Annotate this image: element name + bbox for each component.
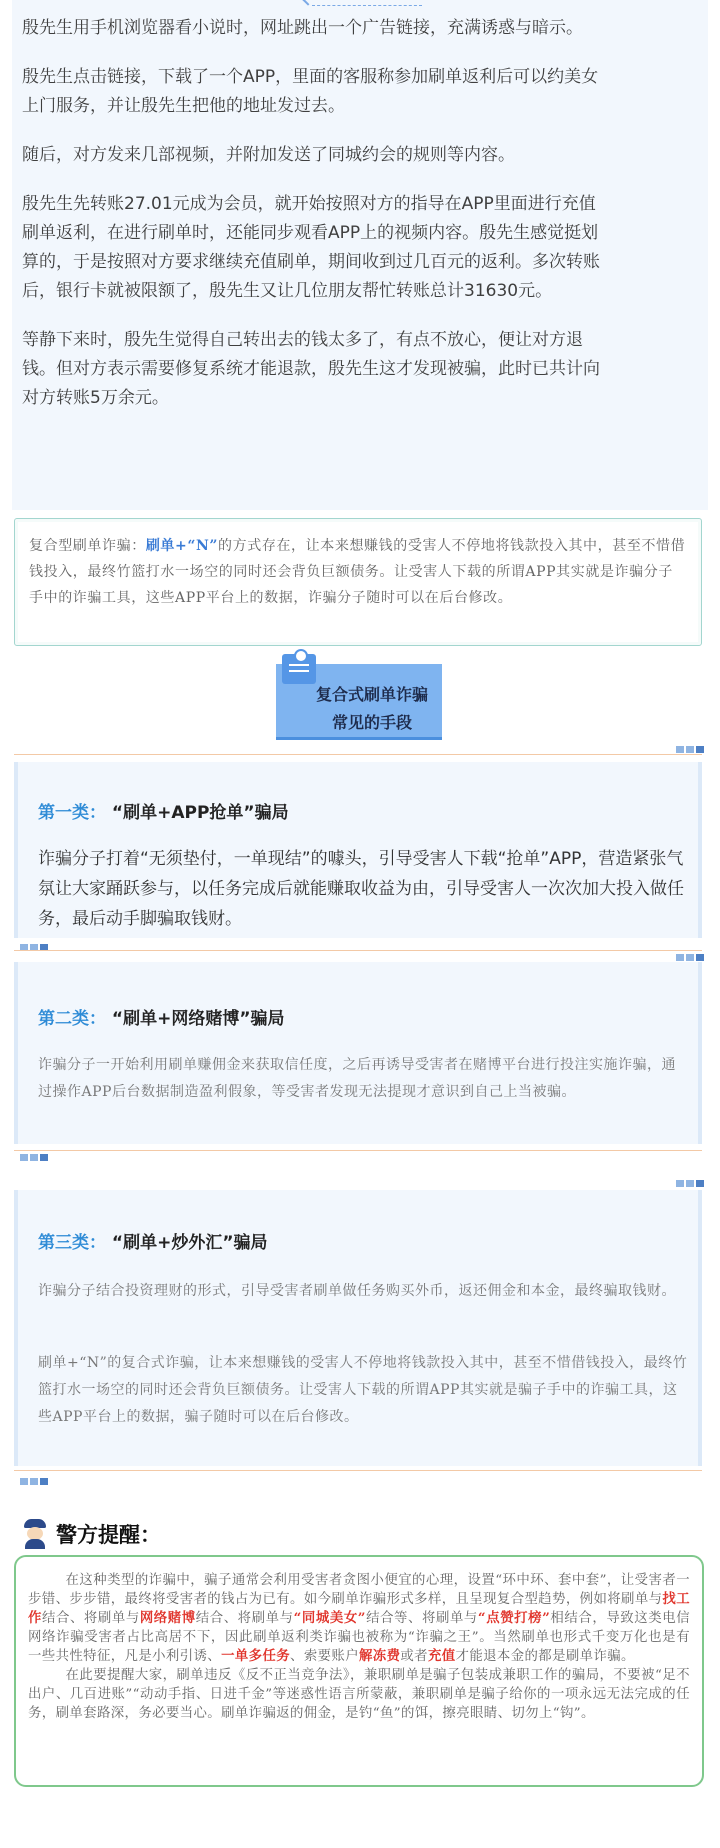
notice-highlight: “同城美女” <box>293 1610 366 1626</box>
notice-highlight: 网络赌博 <box>139 1610 196 1626</box>
badge-line-2: 常见的手段 <box>332 713 413 732</box>
type-title <box>38 798 289 823</box>
type-lead: 第三类： <box>38 1233 106 1253</box>
police-notice-box <box>14 1555 704 1787</box>
top-decoration <box>312 0 422 6</box>
notice-text: 或者 <box>400 1649 428 1664</box>
summary-box <box>14 518 702 646</box>
notice-highlight: 找工作 <box>28 1591 690 1626</box>
squares-decoration <box>20 1154 48 1161</box>
story-paragraph: 殷先生点击链接，下载了一个APP，里面的客服称参加刷单返利后可以约美女上门服务，并让殷先生把他的地址发过去。 <box>22 67 599 116</box>
notice-highlight: “点赞打榜” <box>477 1610 551 1626</box>
notice-text: 、索要账户 <box>290 1649 359 1664</box>
type-body: 诈骗分子打着“无须垫付，一单现结”的噱头，引导受害人下载“抢单”APP，营造紧张气氛让大家踊跃参与，以任务完成后就能赚取收益为由，引导受害人一次次加大投入做任务，最后动手脚骗取钱财。 <box>38 849 684 929</box>
divider <box>14 1150 702 1151</box>
type-card-2 <box>14 962 702 1144</box>
notice-highlight: 解冻费 <box>358 1648 401 1664</box>
divider <box>14 754 702 755</box>
type-name: “刷单+炒外汇”骗局 <box>111 1233 268 1253</box>
type-body-2: 刷单+“N”的复合式诈骗，让本来想赚钱的受害人不停地将钱款投入其中，甚至不惜借钱投入，最终竹篮打水一场空的同时还会背负巨额债务。让受害人下载的所谓APP其实就是骗子手中的诈骗工具，这些APP平台上的数据，骗子随时可以在后台修改。 <box>38 1355 688 1425</box>
notice-paragraph-1 <box>28 1571 690 1666</box>
squares-decoration <box>20 1478 48 1485</box>
summary-prefix: 复合型刷单诈骗： <box>29 538 146 554</box>
notice-text: 相结合，导致这类电信网络诈骗受害者占比高居不下，因此刷单返利类诈骗也被称为“诈骗之王”。当然刷单也形式千变万化也是有一些共性特征，凡是小利引诱、 <box>28 1611 691 1664</box>
notice-text: 结合、将刷单与 <box>195 1611 294 1626</box>
clipboard-icon <box>282 654 316 684</box>
squares-decoration <box>676 1180 704 1187</box>
story-section <box>12 0 708 510</box>
notice-highlight: 一单多任务 <box>221 1648 291 1664</box>
type-name: “刷单+APP抢单”骗局 <box>111 803 289 823</box>
type-body: 诈骗分子一开始利用刷单赚佣金来获取信任度，之后再诱导受害者在赌博平台进行投注实施诈骗，通过操作APP后台数据制造盈利假象，等受害者发现无法提现才意识到自己上当被骗。 <box>38 1057 676 1100</box>
notice-highlight: 充值 <box>427 1648 456 1664</box>
notice-text: 在这种类型的诈骗中，骗子通常会利用受害者贪图小便宜的心理，设置“环中环、套中套”，让受害者一步错、步步错，最终将受害者的钱占为已有。如今刷单诈骗形式多样，且呈现复合型趋势，例如将刷单与 <box>28 1573 690 1607</box>
type-title <box>38 1004 285 1029</box>
divider <box>14 950 702 951</box>
summary-rest: 的方式存在，让本来想赚钱的受害人不停地将钱款投入其中，甚至不惜借钱投入，最终竹篮打水一场空的同时还会背负巨额债务。让受害人下载的所谓APP其实就是诈骗分子手中的诈骗工具，这些APP平台上的数据，诈骗分子随时可以在后台修改。 <box>29 538 686 606</box>
type-name: “刷单+网络赌博”骗局 <box>111 1009 285 1029</box>
divider <box>14 1470 702 1471</box>
type-card-3 <box>14 1190 702 1466</box>
story-paragraph: 殷先生先转账27.01元成为会员，就开始按照对方的指导在APP里面进行充值刷单返利，在进行刷单时，还能同步观看APP上的视频内容。殷先生感觉挺划算的，于是按照对方要求继续充值刷单，期间收到过几百元的返利。多次转账后，银行卡就被限额了，殷先生又让几位朋友帮忙转账总计31630元。 <box>22 194 600 301</box>
story-paragraph: 随后，对方发来几部视频，并附加发送了同城约会的规则等内容。 <box>22 145 515 165</box>
badge-line-1: 复合式刷单诈骗 <box>316 685 429 704</box>
type-title <box>38 1228 268 1253</box>
notice-paragraph-2: 在此要提醒大家，刷单违反《反不正当竞争法》，兼职刷单是骗子包装成兼职工作的骗局，不要被“足不出户、几百进账”“动动手指、日进千金”等迷惑性语言所蒙蔽，兼职刷单是骗子给你的一项永远无法完成的任务，刷单套路深，务必要当心。刷单诈骗返的佣金，是钓“鱼”的饵，擦亮眼睛、切勿上“钩”。 <box>28 1668 690 1721</box>
squares-decoration <box>676 954 704 961</box>
notice-text: 结合、将刷单与 <box>41 1611 140 1626</box>
type-lead: 第二类： <box>38 1009 106 1029</box>
section-badge <box>276 664 442 740</box>
summary-highlight: 刷单+“N” <box>145 538 219 554</box>
squares-decoration <box>676 746 704 753</box>
notice-text: 才能退本金的都是刷单诈骗。 <box>455 1649 635 1664</box>
story-paragraph: 殷先生用手机浏览器看小说时，网址跳出一个广告链接，充满诱惑与暗示。 <box>22 18 583 38</box>
type-body: 诈骗分子结合投资理财的形式，引导受害者刷单做任务购买外币，返还佣金和本金，最终骗取钱财。 <box>38 1283 676 1299</box>
police-officer-icon <box>22 1519 48 1549</box>
type-lead: 第一类： <box>38 803 106 823</box>
notice-text: 结合等、将刷单与 <box>365 1611 478 1626</box>
summary-text <box>29 533 687 611</box>
police-reminder-title: 警方提醒： <box>56 1523 161 1547</box>
story-paragraph: 等静下来时，殷先生觉得自己转出去的钱太多了，有点不放心，便让对方退钱。但对方表示需要修复系统才能退款，殷先生这才发现被骗，此时已共计向对方转账5万余元。 <box>22 330 600 408</box>
type-card-1 <box>14 762 702 938</box>
police-reminder-heading <box>22 1518 161 1550</box>
